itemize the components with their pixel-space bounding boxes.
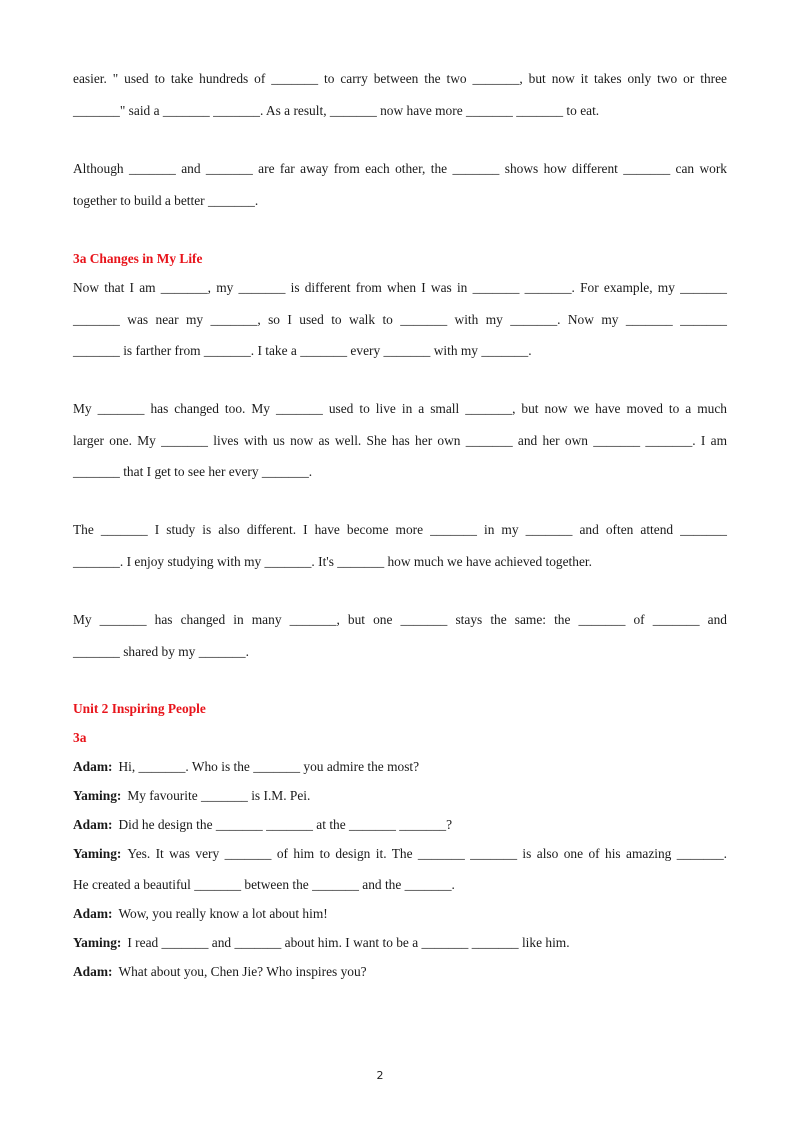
paragraph-line: My _______ has changed too. My _______ used to live in a small _______, but now we have moved to a much (73, 401, 727, 416)
speaker-label: Adam: (73, 817, 113, 832)
subsection-heading: 3a (73, 730, 87, 745)
speaker-label: Yaming: (73, 846, 122, 861)
dialogue-line (73, 758, 419, 776)
paragraph-line: _______ that I get to see her every _______. (73, 464, 313, 479)
paragraph-line: Now that I am _______, my _______ is different from when I was in _______ _______. For example, my _______ (73, 280, 727, 295)
paragraph-line: _______ was near my _______, so I used to walk to _______ with my _______. Now my _______ _______ (73, 312, 727, 327)
section-heading: 3a Changes in My Life (73, 251, 203, 266)
paragraph-line: _______ is farther from _______. I take a _______ every _______ with my _______. (73, 343, 532, 358)
speaker-label: Adam: (73, 759, 113, 774)
paragraph-line: _______ shared by my _______. (73, 644, 249, 659)
dialogue-line (73, 963, 367, 981)
paragraph-line: The _______ I study is also different. I have become more _______ in my _______ and often attend _______ (73, 522, 727, 537)
speaker-label: Yaming: (73, 935, 122, 950)
dialogue-line (73, 934, 570, 952)
speaker-label: Adam: (73, 906, 113, 921)
paragraph-line: My _______ has changed in many _______, but one _______ stays the same: the _______ of _______ and (73, 612, 727, 627)
dialogue-text: Yes. It was very _______ of him to design it. The _______ _______ is also one of his amazing _______. (127, 846, 727, 861)
dialogue-line (73, 876, 455, 894)
dialogue-line (73, 816, 452, 834)
dialogue-text: My favourite _______ is I.M. Pei. (127, 788, 311, 803)
dialogue-line (73, 905, 328, 923)
paragraph-line: _______" said a _______ _______. As a result, _______ now have more _______ _______ to eat. (73, 103, 600, 118)
paragraph-line: easier. " used to take hundreds of _______ to carry between the two _______, but now it takes only two or three (73, 71, 727, 86)
dialogue-line (73, 787, 310, 805)
speaker-label: Yaming: (73, 788, 122, 803)
paragraph-line: _______. I enjoy studying with my _______. It's _______ how much we have achieved together. (73, 554, 592, 569)
paragraph-line: together to build a better _______. (73, 193, 259, 208)
dialogue-text: He created a beautiful _______ between the _______ and the _______. (73, 877, 455, 892)
paragraph-line: larger one. My _______ lives with us now as well. She has her own _______ and her own _______ _______. I am (73, 433, 727, 448)
dialogue-text: I read _______ and _______ about him. I want to be a _______ _______ like him. (127, 935, 570, 950)
paragraph-line: Although _______ and _______ are far away from each other, the _______ shows how different _______ can work (73, 161, 727, 176)
unit-heading: Unit 2 Inspiring People (73, 701, 206, 716)
dialogue-line (73, 845, 727, 863)
speaker-label: Adam: (73, 964, 113, 979)
dialogue-text: Wow, you really know a lot about him! (118, 906, 328, 921)
dialogue-text: Did he design the _______ _______ at the _______ _______? (118, 817, 453, 832)
page-number: 2 (376, 1069, 384, 1082)
dialogue-text: Hi, _______. Who is the _______ you admire the most? (118, 759, 420, 774)
dialogue-text: What about you, Chen Jie? Who inspires you? (118, 964, 367, 979)
